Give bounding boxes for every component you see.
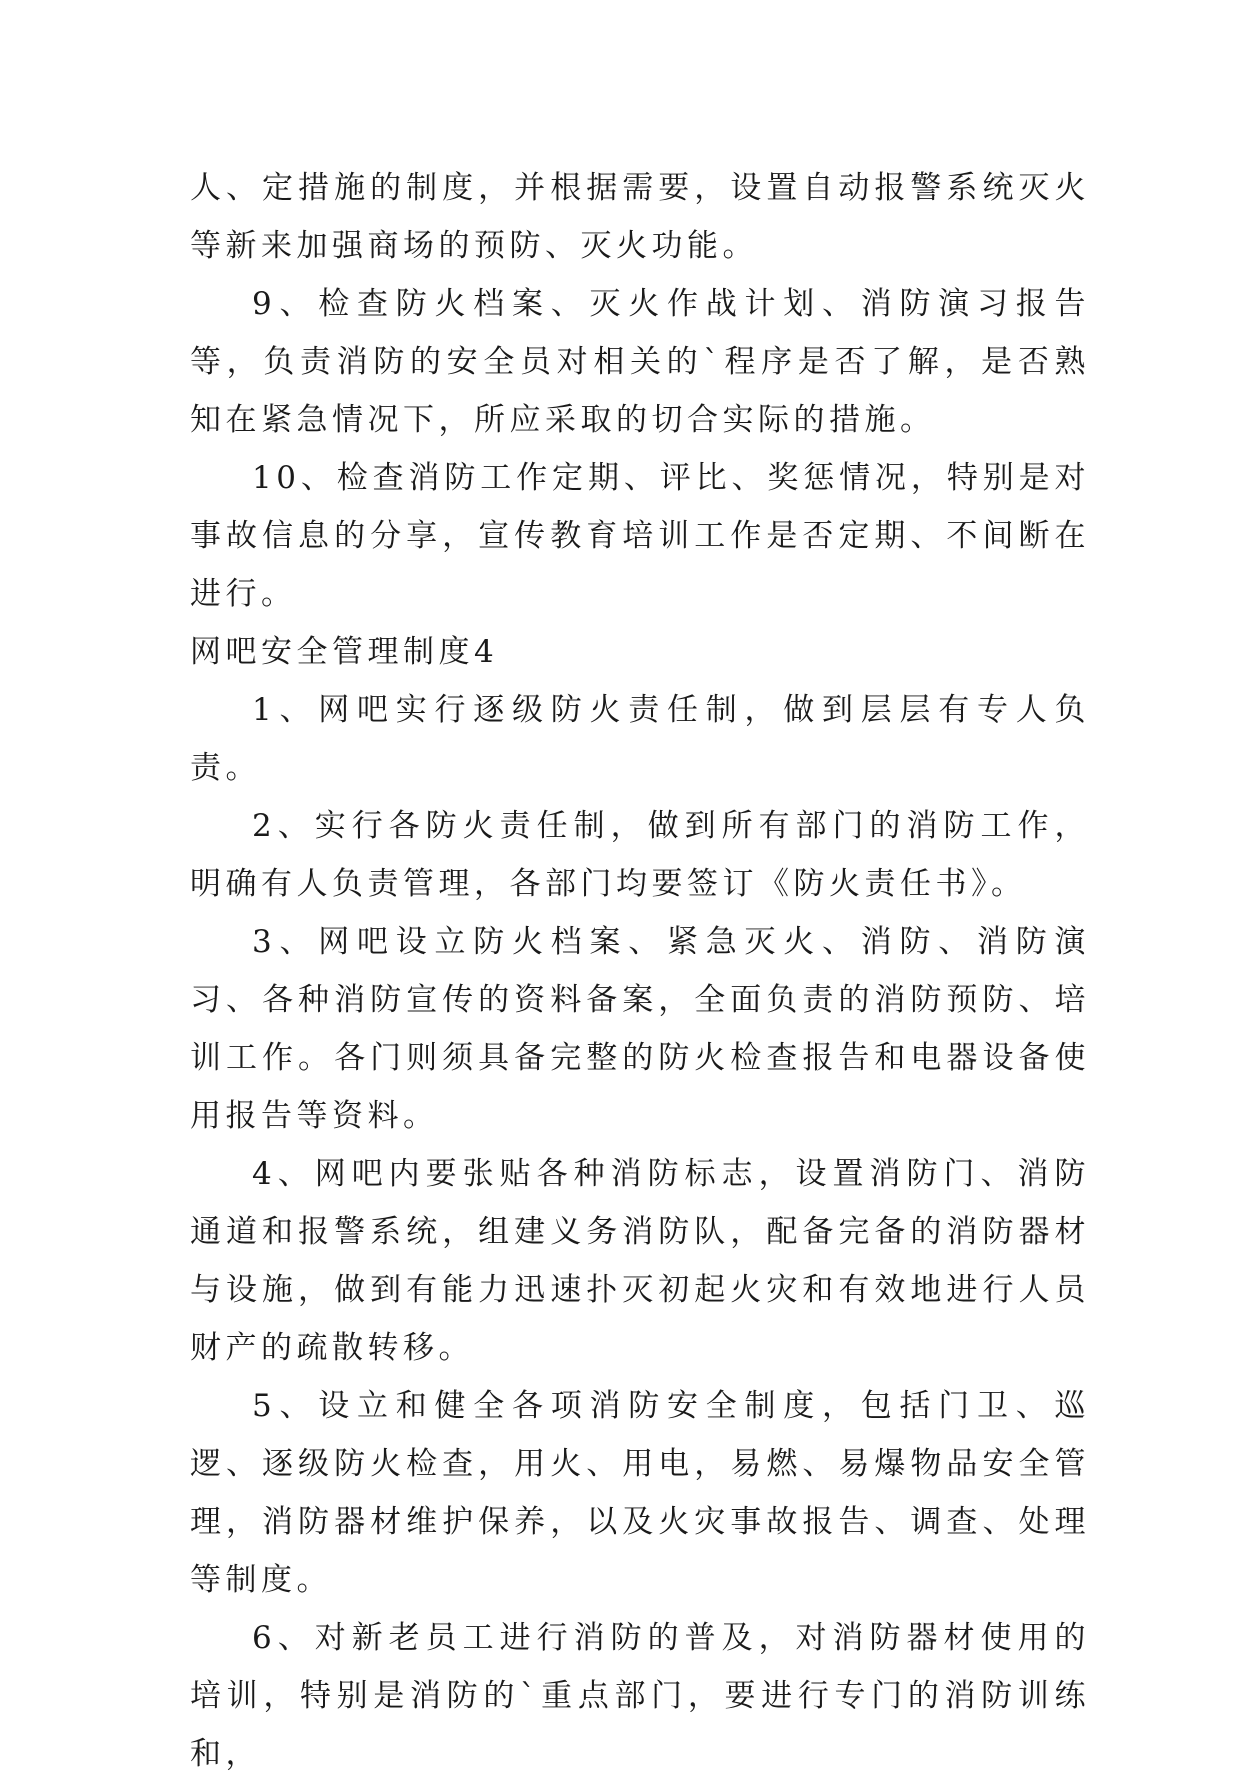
section-paragraph-item-6: 6、对新老员工进行消防的普及，对消防器材使用的培训，特别是消防的`重点部门，要进行专门的消防训练和，: [190, 1620, 1090, 1772]
section-paragraph-item-2: 2、实行各防火责任制，做到所有部门的消防工作，明确有人负责管理，各部门均要签订《防火责任书》。: [190, 808, 1090, 902]
paragraph-item-10: 10、检查消防工作定期、评比、奖惩情况，特别是对事故信息的分享，宣传教育培训工作是否定期、不间断在进行。: [190, 460, 1090, 612]
paragraph-continued: 人、定措施的制度，并根据需要，设置自动报警系统灭火等新来加强商场的预防、灭火功能。: [190, 170, 1090, 264]
section-paragraph-item-4: 4、网吧内要张贴各种消防标志，设置消防门、消防通道和报警系统，组建义务消防队，配备完备的消防器材与设施，做到有能力迅速扑灭初起火灾和有效地进行人员财产的疏散转移。: [190, 1156, 1090, 1366]
section-paragraph-item-1: 1、网吧实行逐级防火责任制，做到层层有专人负责。: [190, 692, 1090, 786]
section-paragraph-item-3: 3、网吧设立防火档案、紧急灭火、消防、消防演习、各种消防宣传的资料备案，全面负责的消防预防、培训工作。各门则须具备完整的防火检查报告和电器设备使用报告等资料。: [190, 924, 1090, 1134]
paragraph-item-9: 9、检查防火档案、灭火作战计划、消防演习报告等，负责消防的安全员对相关的`程序是否了解，是否熟知在紧急情况下，所应采取的切合实际的措施。: [190, 286, 1090, 438]
document-body: [190, 159, 1090, 1783]
section-paragraph-item-5: 5、设立和健全各项消防安全制度，包括门卫、巡逻、逐级防火检查，用火、用电，易燃、易爆物品安全管理，消防器材维护保养，以及火灾事故报告、调查、处理等制度。: [190, 1388, 1090, 1598]
section-title: 网吧安全管理制度4: [190, 634, 499, 670]
